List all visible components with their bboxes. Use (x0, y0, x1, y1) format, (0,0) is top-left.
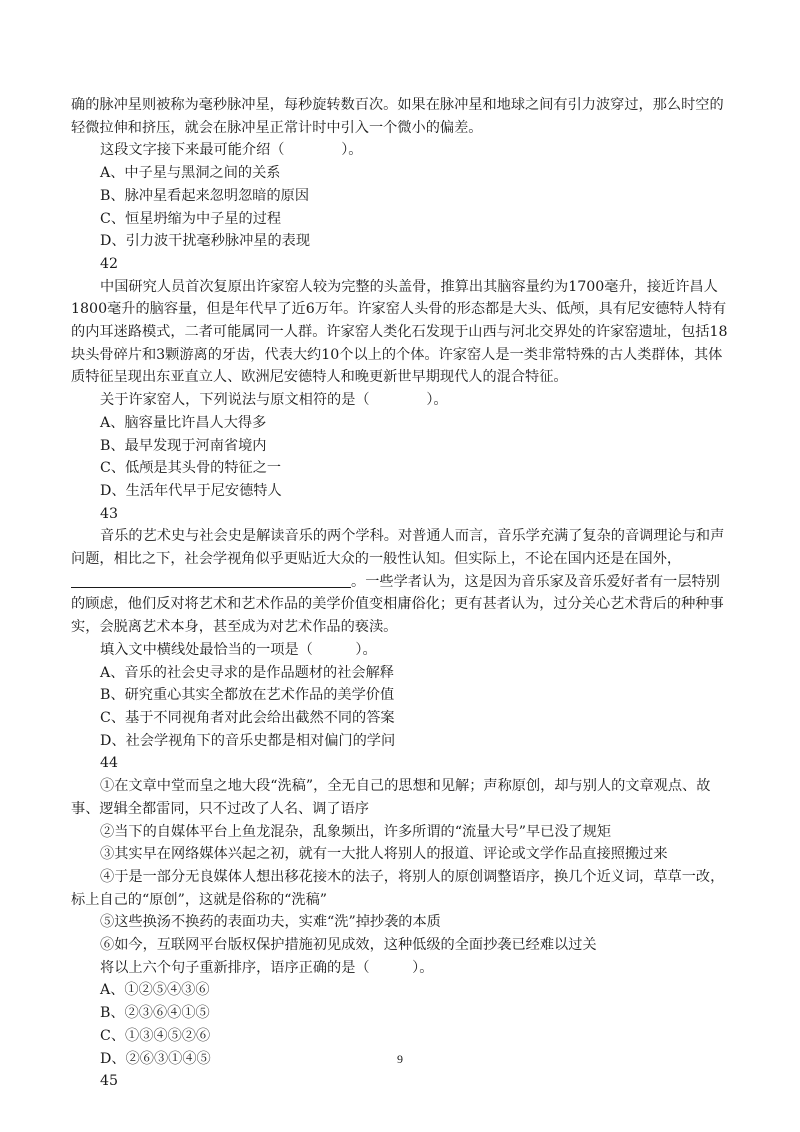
q42-option-c: C、低颅是其头骨的特征之一 (100, 460, 282, 477)
q44-sentence-4: ④于是一部分无良媒体人想出移花接木的法子，将别人的原创调整语序，换几个近义词，草草一改，标上自己的“原创”，这就是俗称的“洗稿” (71, 868, 725, 908)
q42-option-b: B、最早发现于河南省境内 (100, 437, 267, 454)
page-content (71, 94, 731, 1093)
q44-sentence-3: ③其实早在网络媒体兴起之初，就有一大批人将别人的报道、评论或文学作品直接照搬过来 (100, 846, 668, 863)
fill-in-blank (71, 573, 351, 588)
q42-prompt: 关于许家窑人，下列说法与原文相符的是（ ）。 (100, 392, 448, 409)
q44-option-b: B、②③⑥④①⑤ (100, 1005, 210, 1022)
q45-number: 45 (100, 1073, 119, 1090)
q41-option-b: B、脉冲星看起来忽明忽暗的原因 (100, 187, 310, 204)
q44-option-a: A、①②⑤④③⑥ (100, 982, 210, 999)
q43-option-a: A、音乐的社会史寻求的是作品题材的社会解释 (100, 664, 394, 681)
q42-option-a: A、脑容量比许昌人大得多 (100, 414, 267, 431)
q44-option-d: D、②⑥③①④⑤ (100, 1050, 211, 1067)
q42-number: 42 (100, 255, 119, 272)
q44-number: 44 (100, 755, 119, 772)
q43-passage-after: 。一些学者认为，这是因为音乐家及音乐爱好者有一层特别的顾虑，他们反对将艺术和艺术作品的美学价值变相庸俗化；更有甚者认为，过分关心艺术背后的种种事实，会脱离艺术本身，甚至成为对艺术作品的亵渎。 (71, 573, 724, 636)
q43-passage-before: 音乐的艺术史与社会史是解读音乐的两个学科。对普通人而言，音乐学充满了复杂的音调理论与和声问题，相比之下，社会学视角似乎更贴近大众的一般性认知。但实际上，不论在国内还是在国外， (71, 528, 725, 568)
q44-option-c: C、①③④⑤②⑥ (100, 1027, 211, 1044)
q43-prompt: 填入文中横线处最恰当的一项是（ ）。 (100, 641, 377, 658)
q41-option-d: D、引力波干扰毫秒脉冲星的表现 (100, 233, 311, 250)
q43-option-d: D、社会学视角下的音乐史都是相对偏门的学问 (100, 732, 396, 749)
q44-sentence-1: ①在文章中堂而皇之地大段“洗稿”，全无自己的思想和见解；声称原创，却与别人的文章观点、故事、逻辑全都雷同，只不过改了人名、调了语序 (71, 778, 711, 817)
q43-option-c: C、基于不同视角者对此会给出截然不同的答案 (100, 709, 395, 726)
q41-option-c: C、恒星坍缩为中子星的过程 (100, 210, 282, 227)
q41-prompt: 这段文字接下来最可能介绍（ ）。 (100, 142, 363, 159)
page-number: 9 (397, 1052, 403, 1066)
q42-option-d: D、生活年代早于尼安德特人 (100, 482, 282, 499)
q44-sentence-5: ⑤这些换汤不换药的表面功夫，实难“洗”掉抄袭的本质 (100, 914, 441, 931)
q41-passage: 确的脉冲星则被称为毫秒脉冲星，每秒旋转数百次。如果在脉冲星和地球之间有引力波穿过，那么时空的轻微拉伸和挤压，就会在脉冲星正常计时中引入一个微小的偏差。 (71, 97, 724, 136)
q44-sentence-2: ②当下的自媒体平台上鱼龙混杂，乱象频出，许多所谓的“流量大号”早已没了规矩 (100, 823, 612, 840)
q44-prompt: 将以上六个句子重新排序，语序正确的是（ ）。 (100, 959, 434, 976)
q43-option-b: B、研究重心其实全都放在艺术作品的美学价值 (100, 687, 395, 704)
q43-passage (71, 525, 731, 639)
q44-sentence-6: ⑥如今，互联网平台版权保护措施初见成效，这种低级的全面抄袭已经难以过关 (100, 937, 597, 954)
q42-passage: 中国研究人员首次复原出许家窑人较为完整的头盖骨，推算出其脑容量约为1700毫升，接近许昌人1800毫升的脑容量，但是年代早了近6万年。许家窑人头骨的形态都是大头、低颅，具有尼安德特人特有的内耳迷路模式，二者可能属同一人群。许家窑人类化石发现于山西与河北交界处的许家窑遗址，包括18块头骨碎片和3颗游离的牙齿，代表大约10个以上的个体。许家窑人是一类非常特殊的古人类群体，其体质特征呈现出东亚直立人、欧洲尼安德特人和晚更新世早期现代人的混合特征。 (71, 278, 728, 386)
q43-number: 43 (100, 505, 119, 522)
q41-option-a: A、中子星与黑洞之间的关系 (100, 165, 281, 182)
